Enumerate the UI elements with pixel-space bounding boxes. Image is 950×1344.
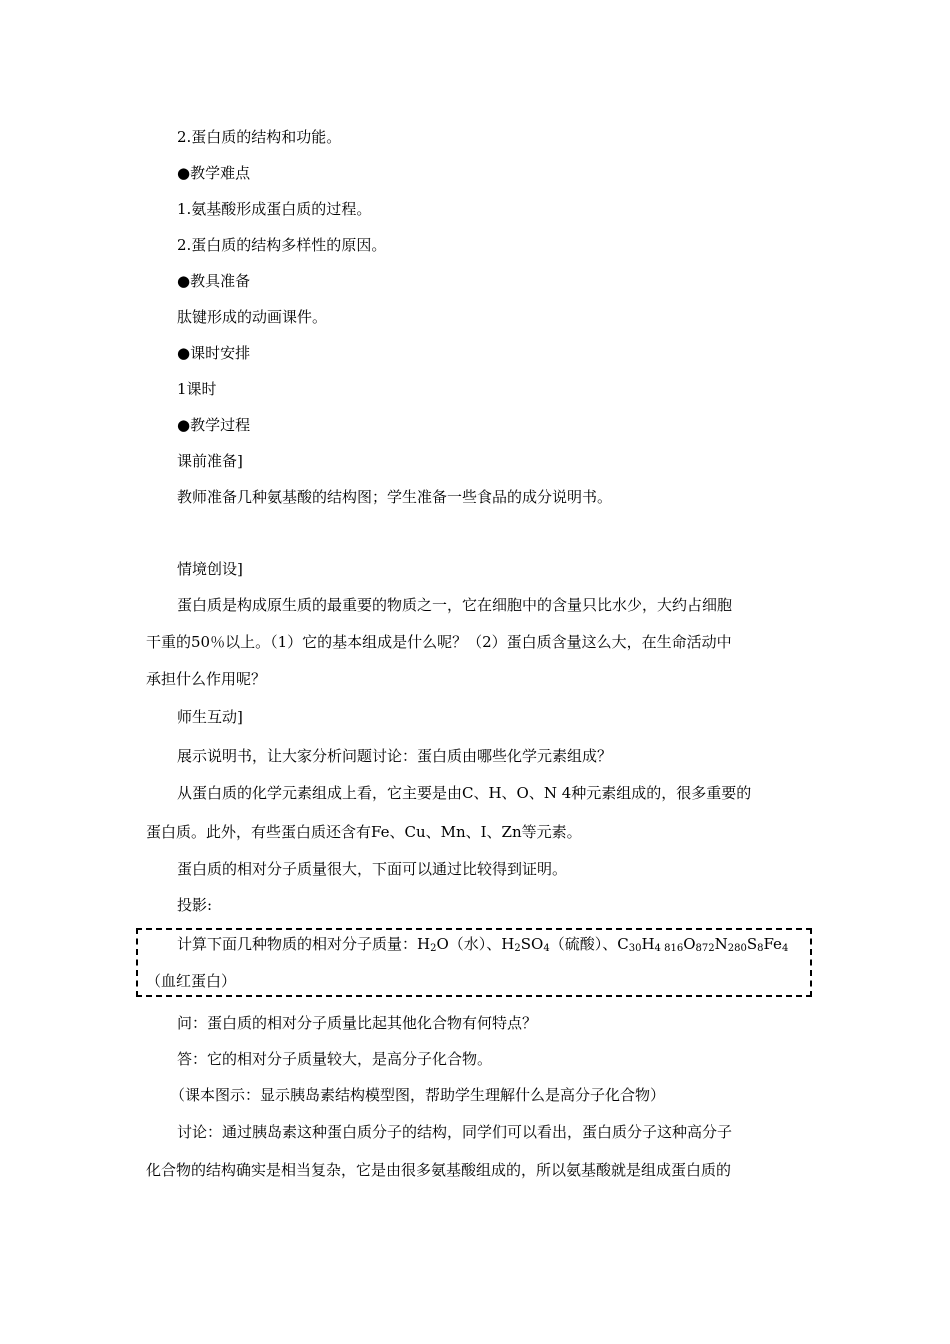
projection-line: （血红蛋白） xyxy=(146,972,237,990)
paragraph-line: 从蛋白质的化学元素组成上看，它主要是由C、H、O、N 4种元素组成的，很多重要的 xyxy=(177,784,752,802)
text-line: 展示说明书，让大家分析问题讨论：蛋白质由哪些化学元素组成？ xyxy=(177,747,613,765)
paragraph-line: 承担什么作用呢？ xyxy=(146,670,267,688)
subsection-heading: 课前准备] xyxy=(177,452,243,470)
section-heading: ●课时安排 xyxy=(177,344,251,362)
paragraph-line: 干重的50％以上。（1）它的基本组成是什么呢？（2）蛋白质含量这么大，在生命活动中 xyxy=(146,633,732,651)
text-line: 2.蛋白质的结构和功能。 xyxy=(177,128,342,146)
paragraph-line: 蛋白质。此外，有些蛋白质还含有Fe、Cu、Mn、I、Zn等元素。 xyxy=(146,823,582,841)
section-heading: ●教具准备 xyxy=(177,272,251,290)
text-line: 教师准备几种氨基酸的结构图；学生准备一些食品的成分说明书。 xyxy=(177,488,613,506)
text-line: 问：蛋白质的相对分子质量比起其他化合物有何特点？ xyxy=(177,1014,538,1032)
text-line: 投影: xyxy=(177,896,213,914)
paragraph-line: 讨论：通过胰岛素这种蛋白质分子的结构，同学们可以看出，蛋白质分子这种高分子 xyxy=(177,1123,733,1141)
text-line: 蛋白质的相对分子质量很大，下面可以通过比较得到证明。 xyxy=(177,860,568,878)
text-line: 2.蛋白质的结构多样性的原因。 xyxy=(177,236,387,254)
subsection-heading: 情境创设] xyxy=(177,560,243,578)
paragraph-line: 蛋白质是构成原生质的最重要的物质之一，它在细胞中的含量只比水少，大约占细胞 xyxy=(177,596,733,614)
subsection-heading: 师生互动] xyxy=(177,708,243,726)
section-heading: ●教学难点 xyxy=(177,164,251,182)
text-line: （课本图示：显示胰岛素结构模型图，帮助学生理解什么是高分子化合物） xyxy=(170,1086,666,1104)
section-heading: ●教学过程 xyxy=(177,416,251,434)
paragraph-line: 化合物的结构确实是相当复杂，它是由很多氨基酸组成的，所以氨基酸就是组成蛋白质的 xyxy=(146,1161,732,1179)
text-line: 1课时 xyxy=(177,380,217,398)
projection-formula-line: 计算下面几种物质的相对分子质量：$H_2O$（水）、$H_2SO_4$（硫酸）、$C_{30}H_{4 816}O_{872}N_{280}S_8Fe_4$ xyxy=(177,935,789,954)
text-line: 肽键形成的动画课件。 xyxy=(177,308,328,326)
text-line: 答：它的相对分子质量较大，是高分子化合物。 xyxy=(177,1050,493,1068)
text-line: 1.氨基酸形成蛋白质的过程。 xyxy=(177,200,372,218)
